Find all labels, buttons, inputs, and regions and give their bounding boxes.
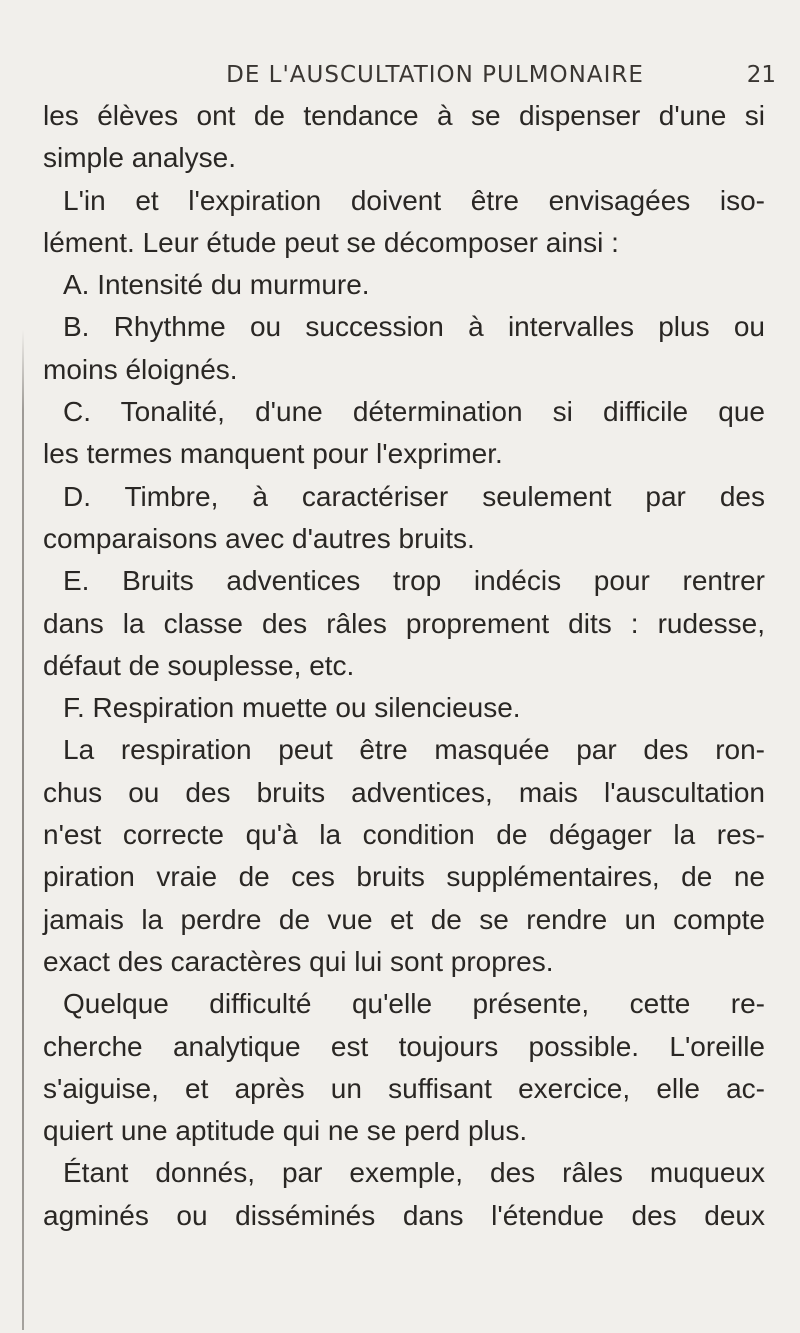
text-line: dans la classe des râles proprement dits : rudesse, (43, 607, 765, 639)
text-line: La respiration peut être masquée par des ron- (63, 734, 765, 766)
text-line: agminés ou disséminés dans l'étendue des deux (43, 1199, 765, 1231)
page-number: 21 (746, 62, 776, 88)
text-line: lément. Leur étude peut se décomposer ainsi : (43, 226, 619, 258)
text-line: les termes manquent pour l'exprimer. (43, 438, 503, 470)
text-line: exact des caractères qui lui sont propres. (43, 945, 554, 977)
text-line: simple analyse. (43, 142, 236, 174)
text-line: Étant donnés, par exemple, des râles muqueux (63, 1157, 765, 1189)
text-line: A. Intensité du murmure. (63, 269, 370, 301)
text-line: s'aiguise, et après un suffisant exercice, elle ac- (43, 1072, 765, 1104)
text-line: B. Rhythme ou succession à intervalles plus ou (63, 311, 765, 343)
text-line: quiert une aptitude qui ne se perd plus. (43, 1115, 528, 1147)
text-line: les élèves ont de tendance à se dispenser d'une si (43, 100, 765, 131)
text-line: D. Timbre, à caractériser seulement par des (63, 480, 765, 512)
text-line: C. Tonalité, d'une détermination si difficile que (63, 396, 765, 428)
running-title: DE L'AUSCULTATION PULMONAIRE (226, 62, 644, 88)
text-line: jamais la perdre de vue et de se rendre un compte (43, 903, 765, 935)
text-line: chus ou des bruits adventices, mais l'auscultation (43, 776, 765, 808)
text-line: défaut de souplesse, etc. (43, 649, 355, 681)
text-line: piration vraie de ces bruits supplémentaires, de ne (43, 861, 765, 893)
text-line: L'in et l'expiration doivent être envisagées iso- (63, 184, 765, 216)
text-line: comparaisons avec d'autres bruits. (43, 522, 475, 554)
text-line: moins éloignés. (43, 353, 238, 385)
text-line: E. Bruits adventices trop indécis pour rentrer (63, 565, 765, 597)
text-line: n'est correcte qu'à la condition de dégager la res- (43, 819, 765, 851)
text-line: Quelque difficulté qu'elle présente, cette re- (63, 988, 765, 1020)
page-gutter-edge (22, 330, 24, 1330)
text-line: F. Respiration muette ou silencieuse. (63, 692, 521, 724)
running-head (40, 62, 776, 92)
text-line: cherche analytique est toujours possible. L'oreille (43, 1030, 765, 1062)
body-text (43, 95, 765, 1237)
